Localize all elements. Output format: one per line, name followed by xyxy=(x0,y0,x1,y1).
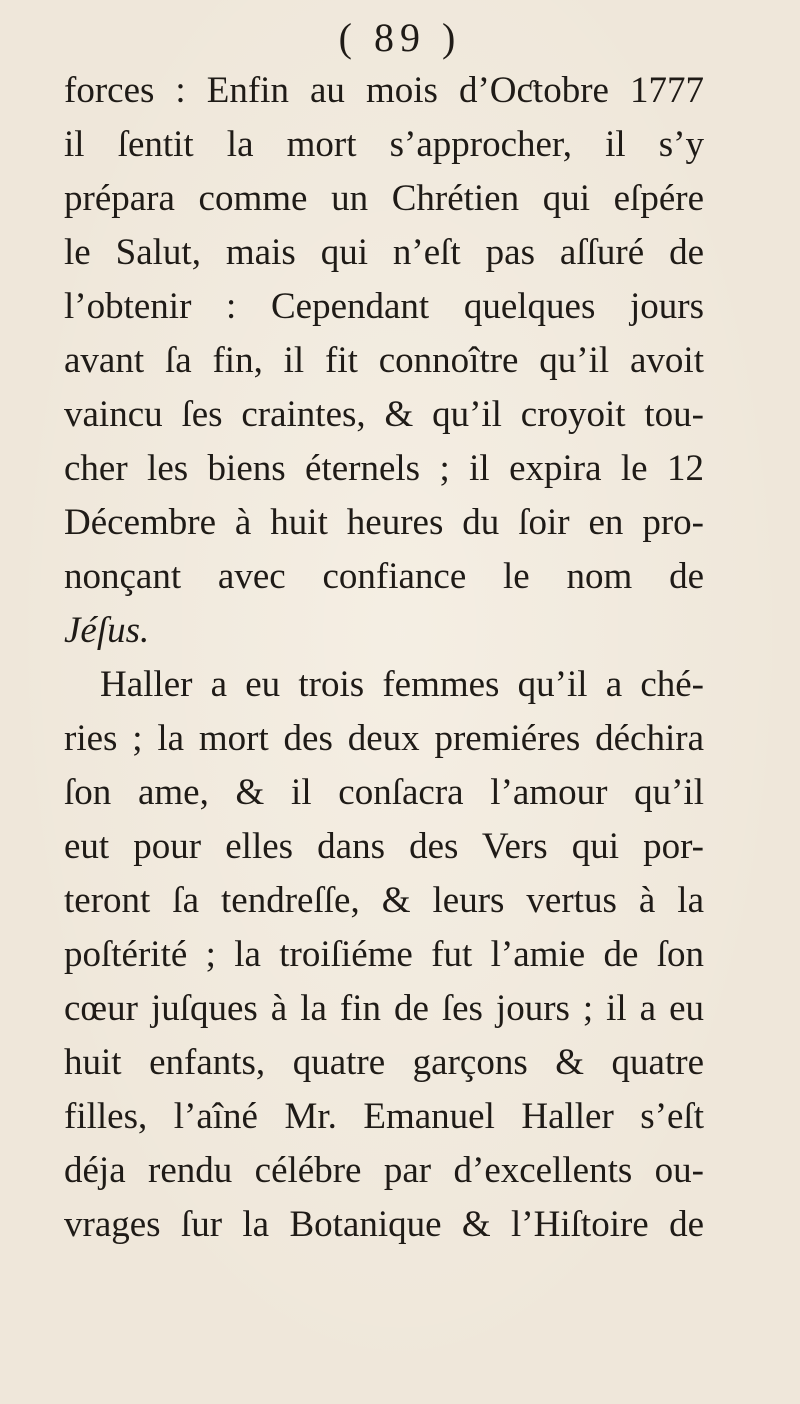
text-line: cœur juſques à la fin de ſes jours ; il a eu xyxy=(64,988,704,1029)
text-line: filles, l’aîné Mr. Emanuel Haller s’eſt xyxy=(64,1096,704,1137)
text-line: ries ; la mort des deux premiéres déchira xyxy=(64,718,704,759)
text-line: vaincu ſes craintes, & qu’il croyoit tou- xyxy=(64,394,704,435)
text-line: eut pour elles dans des Vers qui por- xyxy=(64,826,704,867)
text-line: forces : Enfin au mois d’Oƈtobre 1777 xyxy=(64,70,704,111)
text-line: cher les biens éternels ; il expira le 12 xyxy=(64,448,704,489)
text-line: poſtérité ; la troiſiéme fut l’amie de ſon xyxy=(64,934,704,975)
text-line: nonçant avec confiance le nom de xyxy=(64,556,704,597)
text-line: ſon ame, & il conſacra l’amour qu’il xyxy=(64,772,704,813)
text-line-italic: Jéſus. xyxy=(64,610,150,651)
page-number: ( 89 ) xyxy=(338,15,462,60)
text-line: teront ſa tendreſſe, & leurs vertus à la xyxy=(64,880,704,921)
text-line: le Salut, mais qui n’eſt pas aſſuré de xyxy=(64,232,704,273)
text-line: huit enfants, quatre garçons & quatre xyxy=(64,1042,704,1083)
paragraph-first-line: Haller a eu trois femmes qu’il a ché- xyxy=(100,664,704,705)
text-line: prépara comme un Chrétien qui eſpére xyxy=(64,178,704,219)
text-line: vrages ſur la Botanique & l’Hiſtoire de xyxy=(64,1204,704,1245)
text-line: il ſentit la mort s’approcher, il s’y xyxy=(64,124,704,165)
text-line: l’obtenir : Cependant quelques jours xyxy=(64,286,704,327)
text-line: Décembre à huit heures du ſoir en pro- xyxy=(64,502,704,543)
text-line: déja rendu célébre par d’excellents ou- xyxy=(64,1150,704,1191)
text-line: avant ſa fin, il fit connoître qu’il avoit xyxy=(64,340,704,381)
